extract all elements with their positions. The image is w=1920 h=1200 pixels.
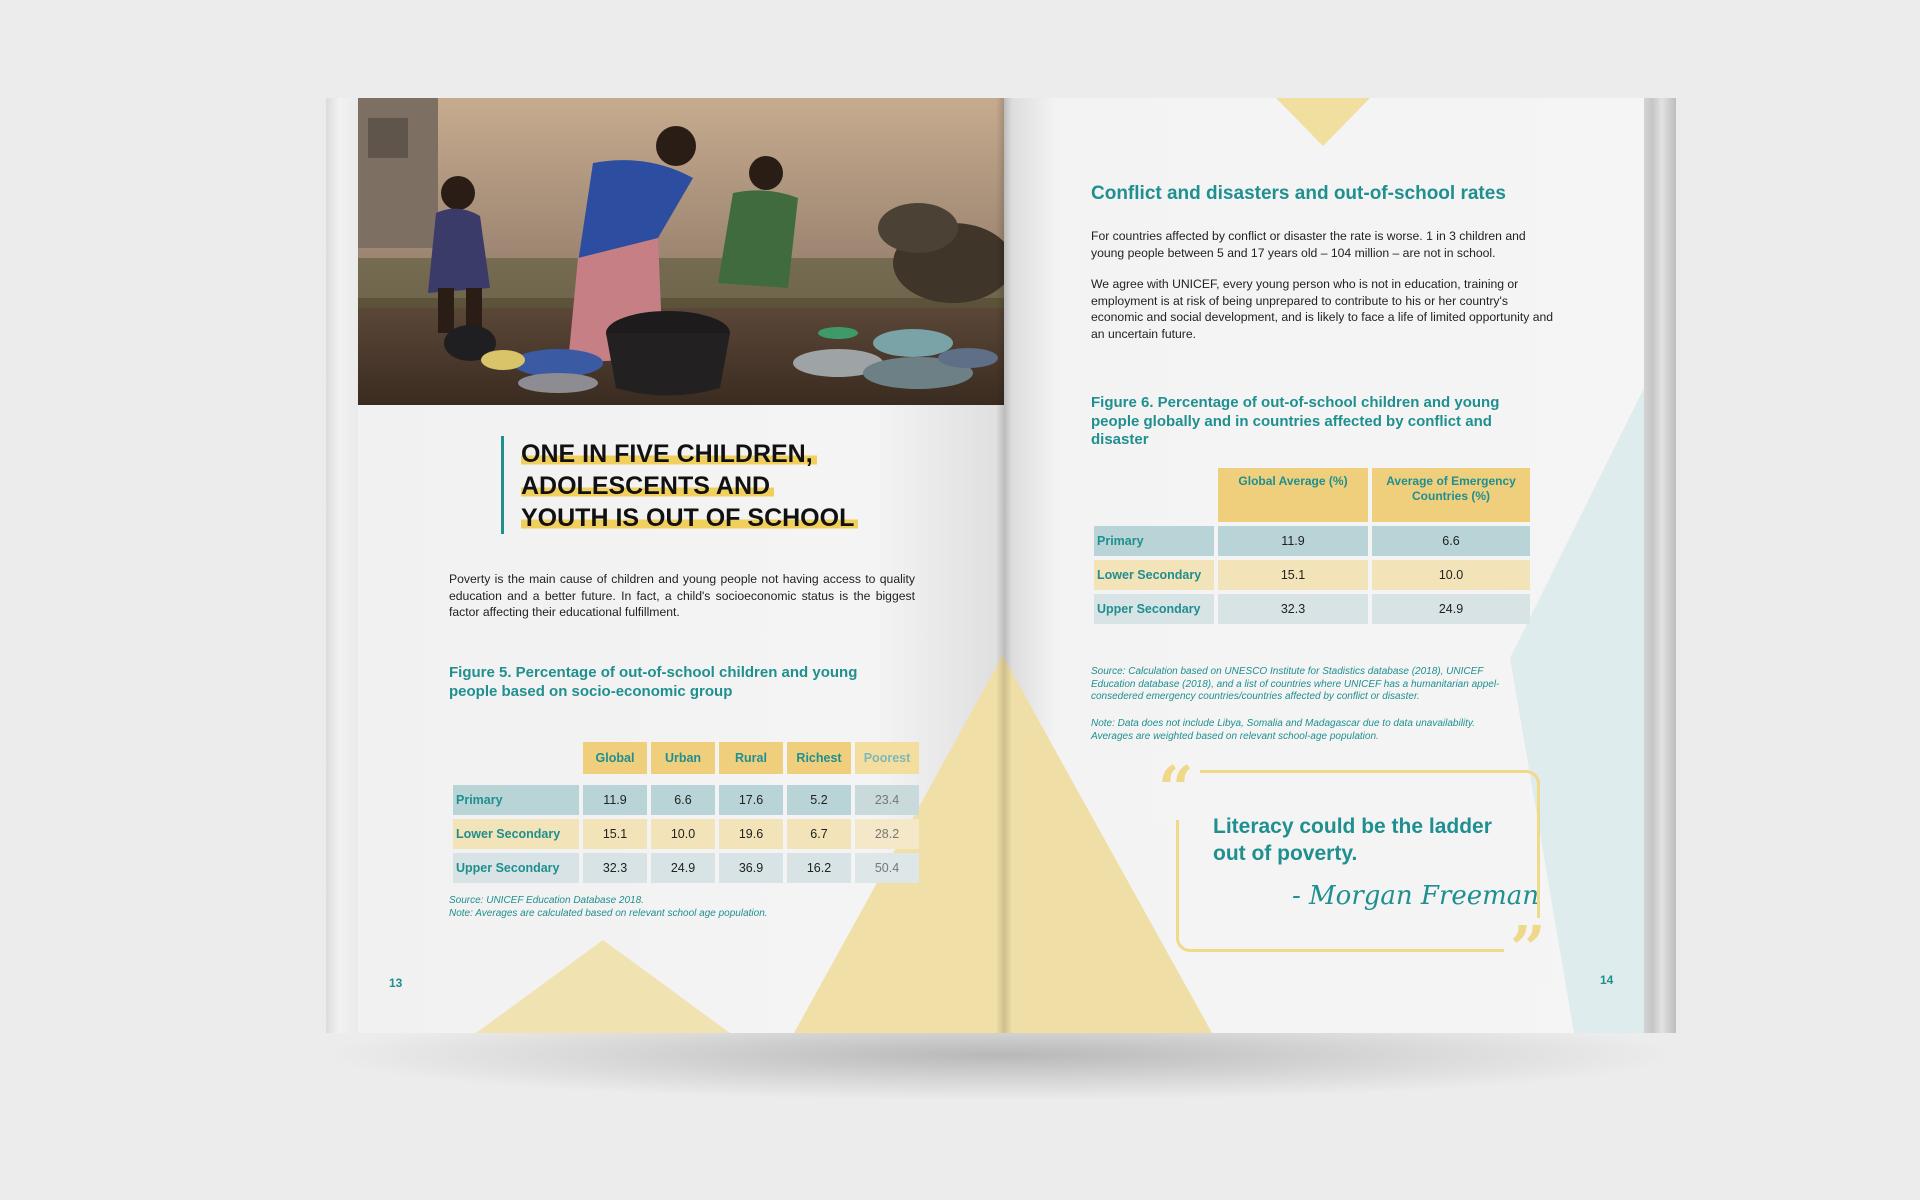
table-cell: 11.9	[583, 785, 647, 815]
quote-text: Literacy could be the ladder out of poverty.	[1213, 815, 1492, 865]
row-label-upper-secondary: Upper Secondary	[1094, 594, 1214, 624]
table-cell: 5.2	[787, 785, 851, 815]
headline-line-1	[521, 438, 901, 470]
table-header-row	[453, 742, 919, 774]
table-header-row	[1094, 468, 1530, 522]
page-stack-left	[326, 98, 360, 1033]
row-label-lower-secondary: Lower Secondary	[453, 819, 579, 849]
table-cell: 11.9	[1218, 526, 1368, 556]
table-cell: 6.6	[651, 785, 715, 815]
open-quote-icon: “	[1152, 758, 1200, 820]
paragraph-unicef: We agree with UNICEF, every young person who is not in education, training or employment is at risk of being unprepared to contribute to his or her country's economic and social development, and is likely to face a life of limited opportunity and an uncertain future.	[1091, 277, 1554, 341]
table-cell: 28.2	[855, 819, 919, 849]
table-cell: 17.6	[719, 785, 783, 815]
col-header-global-average: Global Average (%)	[1218, 468, 1368, 522]
table-row	[1094, 526, 1530, 556]
col-header-rural: Rural	[719, 742, 783, 774]
figure-6-title: Figure 6. Percentage of out-of-school children and young people globally and in countries affected by conflict and disaster	[1091, 394, 1500, 448]
row-label-upper-secondary: Upper Secondary	[453, 853, 579, 883]
table-cell: 50.4	[855, 853, 919, 883]
figure-5-source: Source: UNICEF Education Database 2018.	[449, 895, 644, 906]
table-corner	[453, 742, 579, 774]
col-header-global: Global	[583, 742, 647, 774]
table-cell: 15.1	[1218, 560, 1368, 590]
table-cell: 15.1	[583, 819, 647, 849]
table-row	[1094, 560, 1530, 590]
book-spine	[996, 98, 1012, 1033]
paragraph-conflict-rate: For countries affected by conflict or disaster the rate is worse. 1 in 3 children and young people between 5 and 17 years old – 104 million – are not in school.	[1091, 229, 1526, 260]
table-cell: 6.6	[1372, 526, 1530, 556]
figure-5-note: Note: Averages are calculated based on relevant school age population.	[449, 908, 768, 919]
table-cell: 6.7	[787, 819, 851, 849]
table-cell: 24.9	[651, 853, 715, 883]
headline-line-2	[521, 470, 901, 502]
table-row	[453, 853, 919, 883]
table-cell: 32.3	[1218, 594, 1368, 624]
section-title: Conflict and disasters and out-of-school rates	[1091, 183, 1506, 204]
page-stack-right	[1640, 98, 1676, 1033]
table-row	[1094, 594, 1530, 624]
figure-6-note: Note: Data does not include Libya, Somalia and Madagascar due to data unavailability. Averages are weighted based on relevant school-age population.	[1091, 718, 1475, 742]
headline-line-3-text: YOUTH IS OUT OF SCHOOL	[521, 504, 858, 532]
page-number-right: 14	[1600, 973, 1614, 987]
table-cell: 10.0	[1372, 560, 1530, 590]
figure-5-title: Figure 5. Percentage of out-of-school children and young people based on socio-economic group	[449, 664, 858, 700]
photo-illustration	[358, 98, 1004, 405]
table-row	[453, 819, 919, 849]
headline	[521, 438, 901, 534]
table-row	[453, 785, 919, 815]
row-label-primary: Primary	[453, 785, 579, 815]
headline-line-2-text: ADOLESCENTS AND	[521, 472, 774, 500]
col-header-emergency-average: Average of Emergency Countries (%)	[1372, 468, 1530, 522]
table-corner	[1094, 468, 1214, 522]
decor-triangle-top	[1276, 98, 1370, 146]
table-cell: 36.9	[719, 853, 783, 883]
page-number-left: 13	[389, 976, 403, 990]
row-label-primary: Primary	[1094, 526, 1214, 556]
figure-5-table	[449, 738, 923, 887]
left-page	[358, 98, 1004, 1033]
table-cell: 32.3	[583, 853, 647, 883]
headline-line-3	[521, 502, 901, 534]
table-spacer	[453, 778, 919, 781]
figure-6-table	[1090, 464, 1534, 628]
hero-photo	[358, 98, 1004, 405]
col-header-poorest: Poorest	[855, 742, 919, 774]
spacer-cell	[453, 778, 919, 781]
right-page	[1004, 98, 1644, 1033]
decor-triangle-bottom	[476, 940, 730, 1033]
quote-author: - Morgan Freeman	[1292, 881, 1540, 911]
close-quote-icon: ”	[1504, 918, 1552, 980]
row-label-lower-secondary: Lower Secondary	[1094, 560, 1214, 590]
intro-paragraph: Poverty is the main cause of children and young people not having access to quality education and a better future. In fact, a child's socioeconomic status is the biggest factor affecting their educational fulfillment.	[449, 572, 915, 619]
table-cell: 19.6	[719, 819, 783, 849]
figure-6-source: Source: Calculation based on UNESCO Institute for Stadistics database (2018), UNICEF Education database (2018), and a list of countries where UNICEF has a humanitarian appel-consedered emergency countries/countries affected by conflict or disaster.	[1091, 666, 1500, 702]
col-header-richest: Richest	[787, 742, 851, 774]
headline-line-1-text: ONE IN FIVE CHILDREN,	[521, 440, 817, 468]
table-cell: 16.2	[787, 853, 851, 883]
col-header-urban: Urban	[651, 742, 715, 774]
table-cell: 23.4	[855, 785, 919, 815]
headline-accent-bar	[501, 436, 504, 534]
table-cell: 10.0	[651, 819, 715, 849]
table-cell: 24.9	[1372, 594, 1530, 624]
